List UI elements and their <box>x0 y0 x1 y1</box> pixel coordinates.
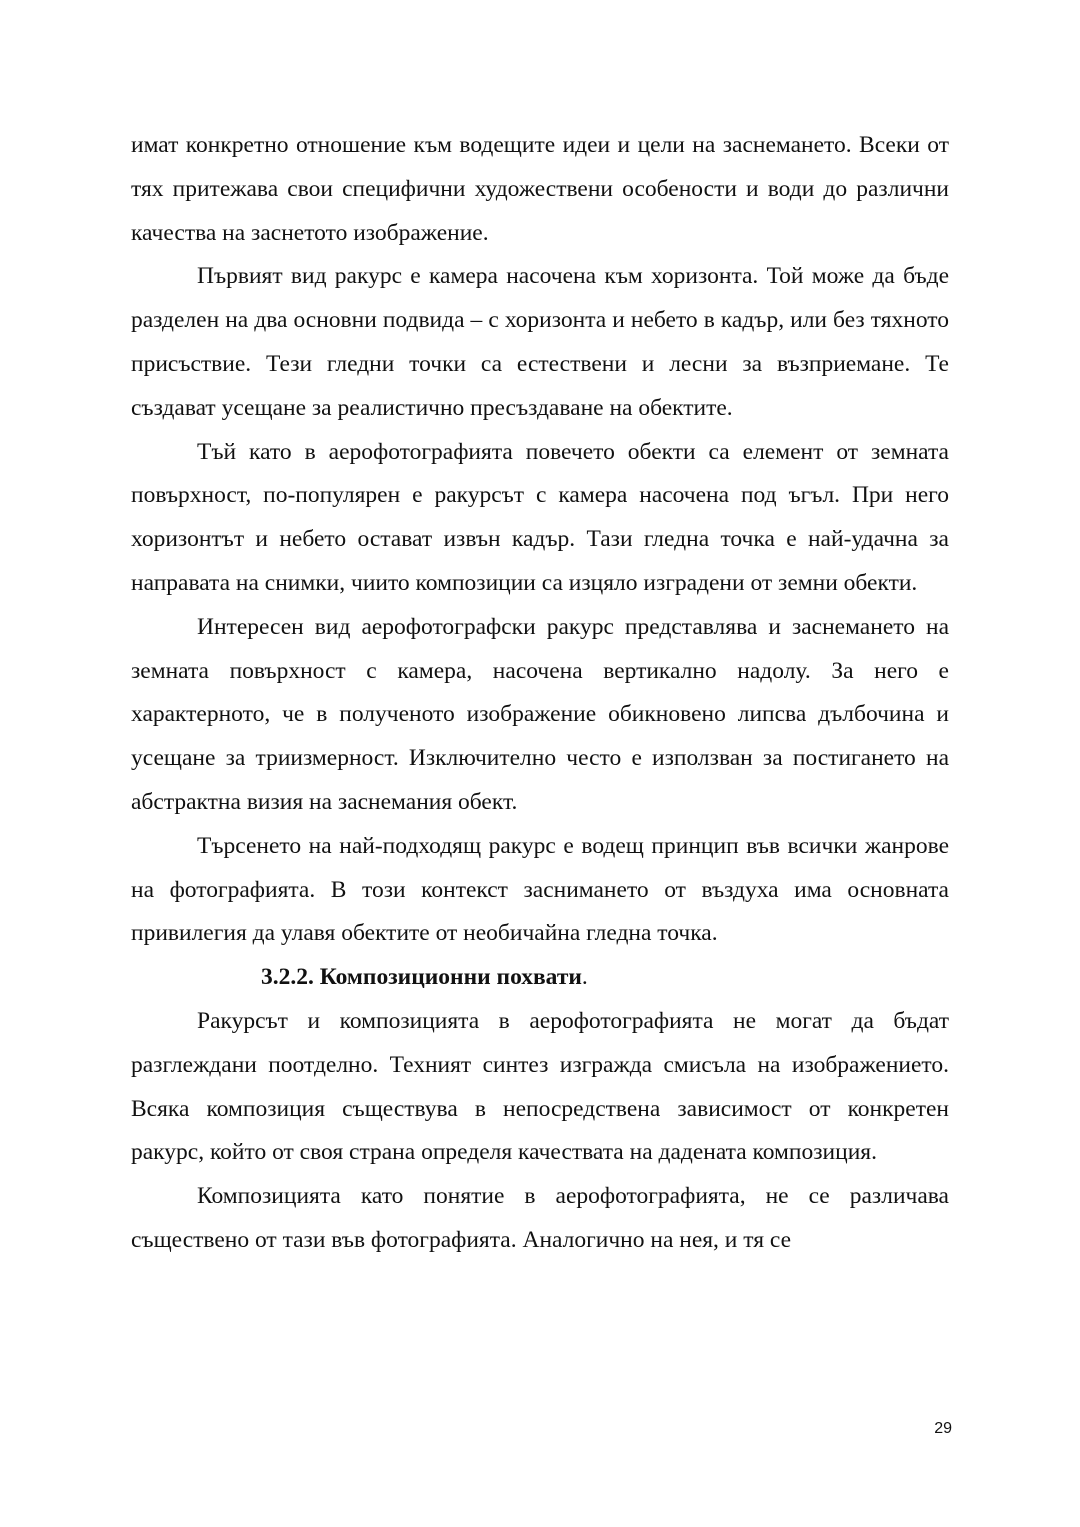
section-heading <box>131 956 949 1000</box>
section-heading-text: 3.2.2. Композиционни похвати <box>261 964 582 991</box>
page-body <box>131 124 949 1263</box>
paragraph-composition-concept: Композицията като понятие в аерофотографията, не се различава съществено от тази във фотографията. Аналогично на нея, и тя се <box>131 1183 949 1253</box>
paragraph-oblique-angle: Тъй като в аерофотографията повечето обекти са елемент от земната повърхност, по-популярен е ракурсът с камера насочена под ъгъл. При него хоризонтът и небето остават извън кадър. Тази гледна точка е най-удачна за направата на снимки, чиито композиции са изцяло изградени от земни обекти. <box>131 438 949 596</box>
section-heading-punct: . <box>581 964 588 991</box>
paragraph-horizon-angle: Първият вид ракурс е камера насочена към хоризонта. Той може да бъде разделен на два основни подвида – с хоризонта и небето в кадър, или без тяхното присъствие. Тези гледни точки са естествени и лесни за възприемане. Те създават усещане за реалистично пресъздаване на обектите. <box>131 263 949 421</box>
paragraph-best-angle: Търсенето на най-подходящ ракурс е водещ принцип във всички жанрове на фотографията. В този контекст заснимането от въздуха има основната привилегия да улавя обектите от необичайна гледна точка. <box>131 832 949 947</box>
page-number: 29 <box>934 1420 952 1437</box>
paragraph-angle-composition: Ракурсът и композицията в аерофотографията не могат да бъдат разглеждани поотделно. Техният синтез изгражда смисъла на изображението. Всяка композиция съществува в непосредствена зависимост от конкретен ракурс, който от своя страна определя качествата на дадената композиция. <box>131 1007 949 1166</box>
paragraph-vertical-angle: Интересен вид аерофотографски ракурс представлява и заснемането на земната повърхност с камера, насочена вертикално надолу. За него е характерното, че в полученото изображение обикновено липсва дълбочина и усещане за триизмерност. Изключително често е използван за постигането на абстрактна визия на заснемания обект. <box>131 613 949 815</box>
paragraph-continuation: имат конкретно отношение към водещите идеи и цели на заснемането. Всеки от тях притежава свои специфични художествени особености и води до различни качества на заснетото изображение. <box>131 132 949 246</box>
